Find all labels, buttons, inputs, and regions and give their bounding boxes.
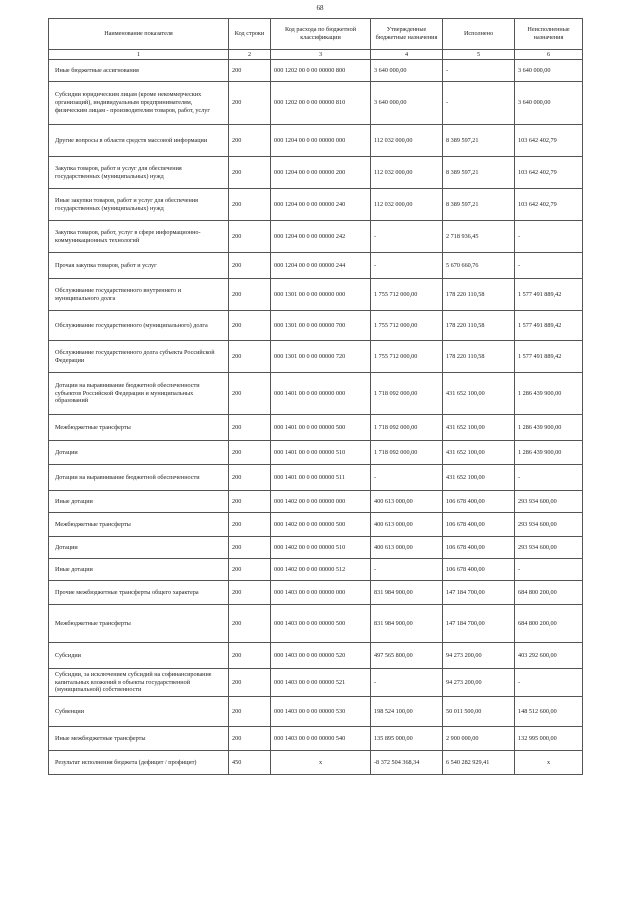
row-name: Закупка товаров, работ, услуг в сфере информационно-коммуникационных технологий — [49, 221, 229, 253]
row-executed: - — [443, 82, 515, 125]
row-expense-code: 000 1301 00 0 00 00000 720 — [271, 341, 371, 373]
row-name: Дотации на выравнивание бюджетной обеспеченности субъектов Российской Федерации и муниципальных образований — [49, 373, 229, 415]
row-unexecuted: - — [515, 253, 583, 279]
row-approved: - — [371, 221, 443, 253]
row-line-code: 200 — [229, 491, 271, 513]
row-name: Субвенции — [49, 697, 229, 727]
column-number: 4 — [371, 50, 443, 60]
row-expense-code: 000 1403 00 0 00 00000 520 — [271, 643, 371, 669]
row-unexecuted: - — [515, 221, 583, 253]
row-unexecuted: x — [515, 751, 583, 775]
row-approved: -8 372 504 368,34 — [371, 751, 443, 775]
row-unexecuted: 103 642 402,79 — [515, 157, 583, 189]
column-number: 1 — [49, 50, 229, 60]
row-executed: 8 389 597,21 — [443, 157, 515, 189]
row-approved: 112 032 000,00 — [371, 189, 443, 221]
row-expense-code: 000 1204 00 0 00 00000 242 — [271, 221, 371, 253]
row-name: Иные межбюджетные трансферты — [49, 727, 229, 751]
row-line-code: 200 — [229, 605, 271, 643]
table-row — [49, 341, 583, 373]
row-executed: 431 652 100,00 — [443, 441, 515, 465]
row-expense-code: 000 1402 00 0 00 00000 000 — [271, 491, 371, 513]
row-line-code: 200 — [229, 727, 271, 751]
row-line-code: 200 — [229, 373, 271, 415]
row-name: Обслуживание государственного (муниципального) долга — [49, 311, 229, 341]
row-name: Результат исполнения бюджета (дефицит / профицит) — [49, 751, 229, 775]
header-row — [49, 19, 583, 50]
table-row — [49, 441, 583, 465]
table-row — [49, 727, 583, 751]
row-approved: - — [371, 559, 443, 581]
header-line-code: Код строки — [229, 19, 271, 50]
column-number-row — [49, 50, 583, 60]
row-expense-code: 000 1204 00 0 00 00000 244 — [271, 253, 371, 279]
row-line-code: 200 — [229, 125, 271, 157]
header-expense-code: Код расхода по бюджетной классификации — [271, 19, 371, 50]
row-expense-code: 000 1204 00 0 00 00000 200 — [271, 157, 371, 189]
row-approved: 198 524 100,00 — [371, 697, 443, 727]
row-approved: 1 755 712 000,00 — [371, 311, 443, 341]
result-row — [49, 751, 583, 775]
row-unexecuted: 684 800 200,00 — [515, 581, 583, 605]
row-expense-code: 000 1402 00 0 00 00000 510 — [271, 537, 371, 559]
row-approved: - — [371, 669, 443, 697]
table-row — [49, 559, 583, 581]
row-approved: - — [371, 253, 443, 279]
table-row — [49, 373, 583, 415]
table-row — [49, 415, 583, 441]
row-executed: 106 678 400,00 — [443, 491, 515, 513]
row-expense-code: 000 1401 00 0 00 00000 500 — [271, 415, 371, 441]
row-expense-code: 000 1202 00 0 00 00000 800 — [271, 60, 371, 82]
row-approved: 1 755 712 000,00 — [371, 341, 443, 373]
row-name: Субсидии юридическим лицам (кроме некоммерческих организаций), индивидуальным предпринимателям, физическим лицам - производителям товаров, работ, услуг — [49, 82, 229, 125]
row-unexecuted: 132 995 000,00 — [515, 727, 583, 751]
row-approved: 3 640 000,00 — [371, 82, 443, 125]
row-unexecuted: 103 642 402,79 — [515, 125, 583, 157]
row-unexecuted: 3 640 000,00 — [515, 60, 583, 82]
row-unexecuted: - — [515, 465, 583, 491]
row-name: Иные бюджетные ассигнования — [49, 60, 229, 82]
row-expense-code: 000 1401 00 0 00 00000 000 — [271, 373, 371, 415]
row-line-code: 200 — [229, 311, 271, 341]
table-row — [49, 537, 583, 559]
row-expense-code: 000 1402 00 0 00 00000 512 — [271, 559, 371, 581]
row-expense-code: 000 1401 00 0 00 00000 510 — [271, 441, 371, 465]
row-unexecuted: - — [515, 559, 583, 581]
column-number: 3 — [271, 50, 371, 60]
row-executed: 2 718 936,45 — [443, 221, 515, 253]
row-expense-code: 000 1402 00 0 00 00000 500 — [271, 513, 371, 537]
row-approved: 400 613 000,00 — [371, 537, 443, 559]
row-unexecuted: 1 577 491 889,42 — [515, 311, 583, 341]
row-unexecuted: 1 286 439 900,00 — [515, 373, 583, 415]
row-name: Субсидии, за исключением субсидий на софинансирование капитальных вложений в объекты государственной (муниципальной) собственности — [49, 669, 229, 697]
column-number: 2 — [229, 50, 271, 60]
row-line-code: 200 — [229, 513, 271, 537]
row-unexecuted: 403 292 600,00 — [515, 643, 583, 669]
row-executed: 106 678 400,00 — [443, 537, 515, 559]
row-name: Иные дотации — [49, 491, 229, 513]
row-name: Дотации — [49, 537, 229, 559]
row-expense-code: 000 1301 00 0 00 00000 000 — [271, 279, 371, 311]
row-approved: 497 565 800,00 — [371, 643, 443, 669]
header-indicator-name: Наименование показателя — [49, 19, 229, 50]
header-unexecuted: Неисполненные назначения — [515, 19, 583, 50]
row-line-code: 200 — [229, 441, 271, 465]
row-line-code: 200 — [229, 581, 271, 605]
row-name: Закупка товаров, работ и услуг для обеспечения государственных (муниципальных) нужд — [49, 157, 229, 189]
row-approved: 831 984 900,00 — [371, 605, 443, 643]
header-executed: Исполнено — [443, 19, 515, 50]
row-unexecuted: 1 577 491 889,42 — [515, 341, 583, 373]
table-row — [49, 157, 583, 189]
row-expense-code: 000 1204 00 0 00 00000 240 — [271, 189, 371, 221]
row-executed: 178 220 110,58 — [443, 341, 515, 373]
row-line-code: 200 — [229, 157, 271, 189]
table-row — [49, 697, 583, 727]
row-unexecuted: 293 934 600,00 — [515, 491, 583, 513]
table-row — [49, 643, 583, 669]
row-name: Межбюджетные трансферты — [49, 605, 229, 643]
page-number: 68 — [316, 4, 324, 12]
row-approved: 1 718 092 000,00 — [371, 373, 443, 415]
row-unexecuted: 148 512 600,00 — [515, 697, 583, 727]
table-row — [49, 605, 583, 643]
row-name: Дотации на выравнивание бюджетной обеспеченности — [49, 465, 229, 491]
table-row — [49, 279, 583, 311]
row-unexecuted: 293 934 600,00 — [515, 537, 583, 559]
row-expense-code: 000 1204 00 0 00 00000 000 — [271, 125, 371, 157]
row-name: Иные дотации — [49, 559, 229, 581]
column-number: 6 — [515, 50, 583, 60]
row-unexecuted: 1 286 439 900,00 — [515, 441, 583, 465]
row-name: Другие вопросы в области средств массовой информации — [49, 125, 229, 157]
table-row — [49, 311, 583, 341]
row-line-code: 200 — [229, 669, 271, 697]
row-line-code: 200 — [229, 279, 271, 311]
row-expense-code: 000 1403 00 0 00 00000 530 — [271, 697, 371, 727]
table-header — [49, 19, 583, 60]
row-line-code: 200 — [229, 643, 271, 669]
table-row — [49, 491, 583, 513]
row-name: Иные закупки товаров, работ и услуг для обеспечения государственных (муниципальных) нужд — [49, 189, 229, 221]
row-executed: 147 184 700,00 — [443, 605, 515, 643]
table-row — [49, 581, 583, 605]
row-executed: 431 652 100,00 — [443, 415, 515, 441]
row-executed: 2 900 000,00 — [443, 727, 515, 751]
row-line-code: 200 — [229, 82, 271, 125]
row-executed: - — [443, 60, 515, 82]
row-expense-code: 000 1403 00 0 00 00000 521 — [271, 669, 371, 697]
row-executed: 106 678 400,00 — [443, 559, 515, 581]
row-name: Обслуживание государственного внутреннего и муниципального долга — [49, 279, 229, 311]
row-name: Прочие межбюджетные трансферты общего характера — [49, 581, 229, 605]
row-unexecuted: 3 640 000,00 — [515, 82, 583, 125]
row-expense-code: 000 1403 00 0 00 00000 000 — [271, 581, 371, 605]
budget-execution-table — [48, 18, 583, 775]
row-line-code: 200 — [229, 341, 271, 373]
column-number: 5 — [443, 50, 515, 60]
table-row — [49, 60, 583, 82]
row-executed: 94 273 200,00 — [443, 669, 515, 697]
row-name: Субсидии — [49, 643, 229, 669]
row-executed: 431 652 100,00 — [443, 373, 515, 415]
row-line-code: 200 — [229, 221, 271, 253]
row-expense-code: 000 1403 00 0 00 00000 500 — [271, 605, 371, 643]
row-approved: 112 032 000,00 — [371, 157, 443, 189]
row-approved: 400 613 000,00 — [371, 491, 443, 513]
row-executed: 147 184 700,00 — [443, 581, 515, 605]
row-approved: 1 718 092 000,00 — [371, 415, 443, 441]
row-approved: 3 640 000,00 — [371, 60, 443, 82]
row-expense-code: x — [271, 751, 371, 775]
table-row — [49, 465, 583, 491]
row-approved: 400 613 000,00 — [371, 513, 443, 537]
table-row — [49, 513, 583, 537]
row-approved: - — [371, 465, 443, 491]
table-body — [49, 60, 583, 775]
row-line-code: 200 — [229, 697, 271, 727]
row-executed: 431 652 100,00 — [443, 465, 515, 491]
row-unexecuted: 1 286 439 900,00 — [515, 415, 583, 441]
table-row — [49, 669, 583, 697]
row-approved: 831 984 900,00 — [371, 581, 443, 605]
row-line-code: 200 — [229, 253, 271, 279]
table-row — [49, 189, 583, 221]
row-name: Прочая закупка товаров, работ и услуг — [49, 253, 229, 279]
row-expense-code: 000 1401 00 0 00 00000 511 — [271, 465, 371, 491]
row-executed: 8 389 597,21 — [443, 189, 515, 221]
row-line-code: 200 — [229, 415, 271, 441]
row-executed: 178 220 110,58 — [443, 279, 515, 311]
row-expense-code: 000 1403 00 0 00 00000 540 — [271, 727, 371, 751]
row-name: Дотации — [49, 441, 229, 465]
row-line-code: 450 — [229, 751, 271, 775]
row-approved: 1 718 092 000,00 — [371, 441, 443, 465]
row-name: Межбюджетные трансферты — [49, 513, 229, 537]
row-line-code: 200 — [229, 537, 271, 559]
header-approved: Утвержденные бюджетные назначения — [371, 19, 443, 50]
table-row — [49, 125, 583, 157]
row-approved: 135 895 000,00 — [371, 727, 443, 751]
row-name: Обслуживание государственного долга субъекта Российской Федерации — [49, 341, 229, 373]
row-approved: 1 755 712 000,00 — [371, 279, 443, 311]
row-unexecuted: 103 642 402,79 — [515, 189, 583, 221]
row-approved: 112 032 000,00 — [371, 125, 443, 157]
row-line-code: 200 — [229, 465, 271, 491]
row-executed: 106 678 400,00 — [443, 513, 515, 537]
row-name: Межбюджетные трансферты — [49, 415, 229, 441]
table-row — [49, 82, 583, 125]
row-executed: 8 389 597,21 — [443, 125, 515, 157]
row-expense-code: 000 1202 00 0 00 00000 810 — [271, 82, 371, 125]
row-expense-code: 000 1301 00 0 00 00000 700 — [271, 311, 371, 341]
row-unexecuted: - — [515, 669, 583, 697]
row-executed: 6 540 282 929,41 — [443, 751, 515, 775]
row-unexecuted: 1 577 491 889,42 — [515, 279, 583, 311]
row-executed: 5 670 660,76 — [443, 253, 515, 279]
row-executed: 94 273 200,00 — [443, 643, 515, 669]
table-row — [49, 221, 583, 253]
row-unexecuted: 684 800 200,00 — [515, 605, 583, 643]
row-executed: 50 011 500,00 — [443, 697, 515, 727]
row-line-code: 200 — [229, 559, 271, 581]
row-unexecuted: 293 934 600,00 — [515, 513, 583, 537]
row-line-code: 200 — [229, 189, 271, 221]
row-executed: 178 220 110,58 — [443, 311, 515, 341]
table-row — [49, 253, 583, 279]
row-line-code: 200 — [229, 60, 271, 82]
